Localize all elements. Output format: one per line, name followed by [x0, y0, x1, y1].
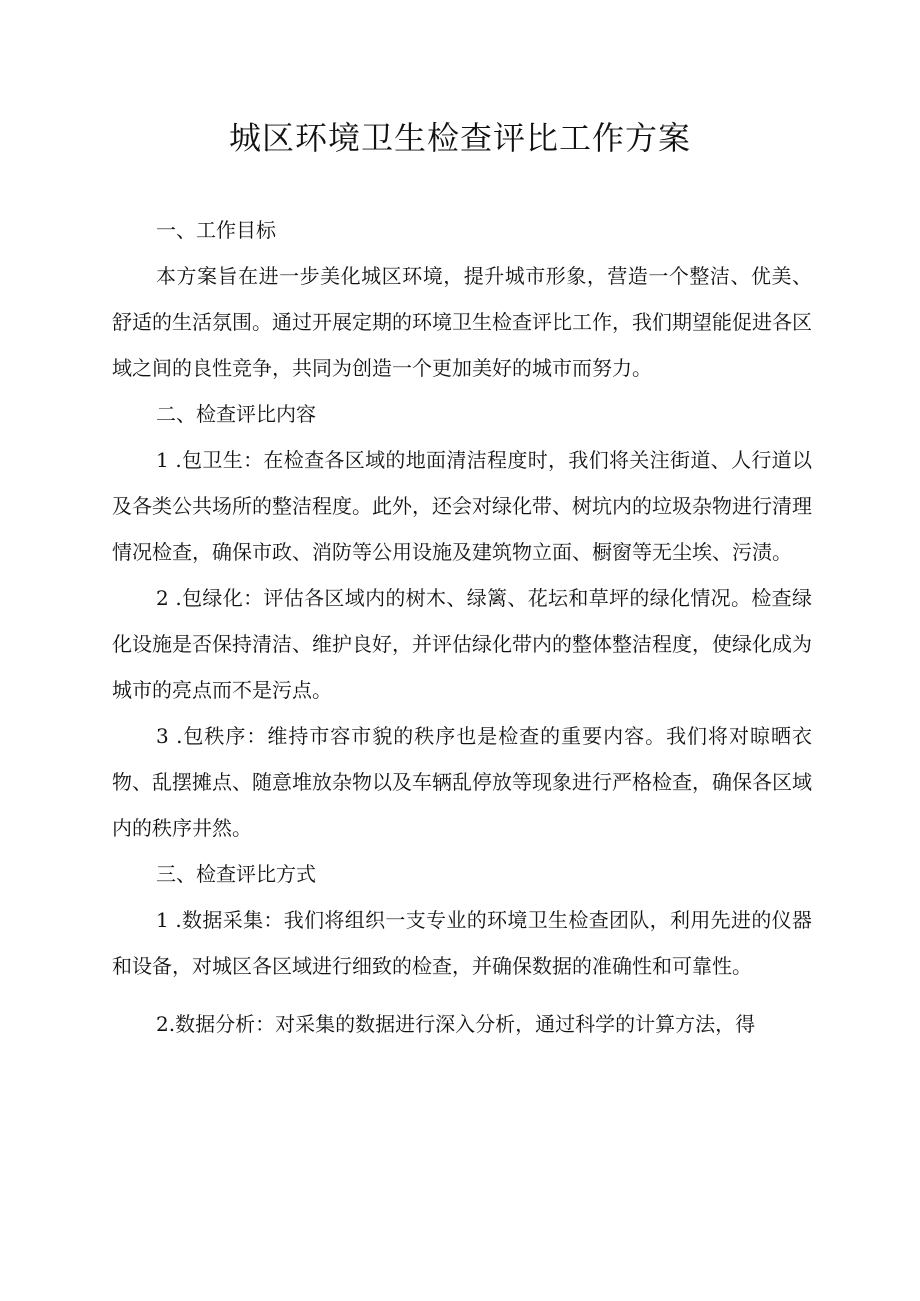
page-title: 城区环境卫生检查评比工作方案 [228, 119, 691, 157]
paragraph-data-analysis: 2.数据分析：对采集的数据进行深入分析，通过科学的计算方法，得 [156, 1012, 756, 1036]
paragraph-data-collection: 1 .数据采集：我们将组织一支专业的环境卫生检查团队，利用先进的仪器和设备，对城区各区域进行细致的检查，并确保数据的准确性和可靠性。 [112, 908, 812, 978]
document-body [112, 207, 812, 1047]
paragraph-goals: 本方案旨在进一步美化城区环境，提升城市形象，营造一个整洁、优美、舒适的生活氛围。通过开展定期的环境卫生检查评比工作，我们期望能促进各区域之间的良性竞争，共同为创造一个更加美好的城市而努力。 [112, 264, 812, 380]
section-heading-content: 二、检查评比内容 [156, 402, 316, 426]
paragraph-hygiene: 1 .包卫生：在检查各区域的地面清洁程度时，我们将关注街道、人行道以及各类公共场所的整洁程度。此外，还会对绿化带、树坑内的垃圾杂物进行清理情况检查，确保市政、消防等公用设施及建筑物立面、橱窗等无尘埃、污渍。 [112, 448, 812, 564]
section-heading-methods: 三、检查评比方式 [156, 862, 316, 886]
paragraph-greening: 2 .包绿化：评估各区域内的树木、绿篱、花坛和草坪的绿化情况。检查绿化设施是否保持清洁、维护良好，并评估绿化带内的整体整洁程度，使绿化成为城市的亮点而不是污点。 [112, 586, 812, 702]
paragraph-order: 3 .包秩序：维持市容市貌的秩序也是检查的重要内容。我们将对晾晒衣物、乱摆摊点、随意堆放杂物以及车辆乱停放等现象进行严格检查，确保各区域内的秩序井然。 [112, 724, 812, 840]
section-heading-goals: 一、工作目标 [156, 218, 276, 242]
